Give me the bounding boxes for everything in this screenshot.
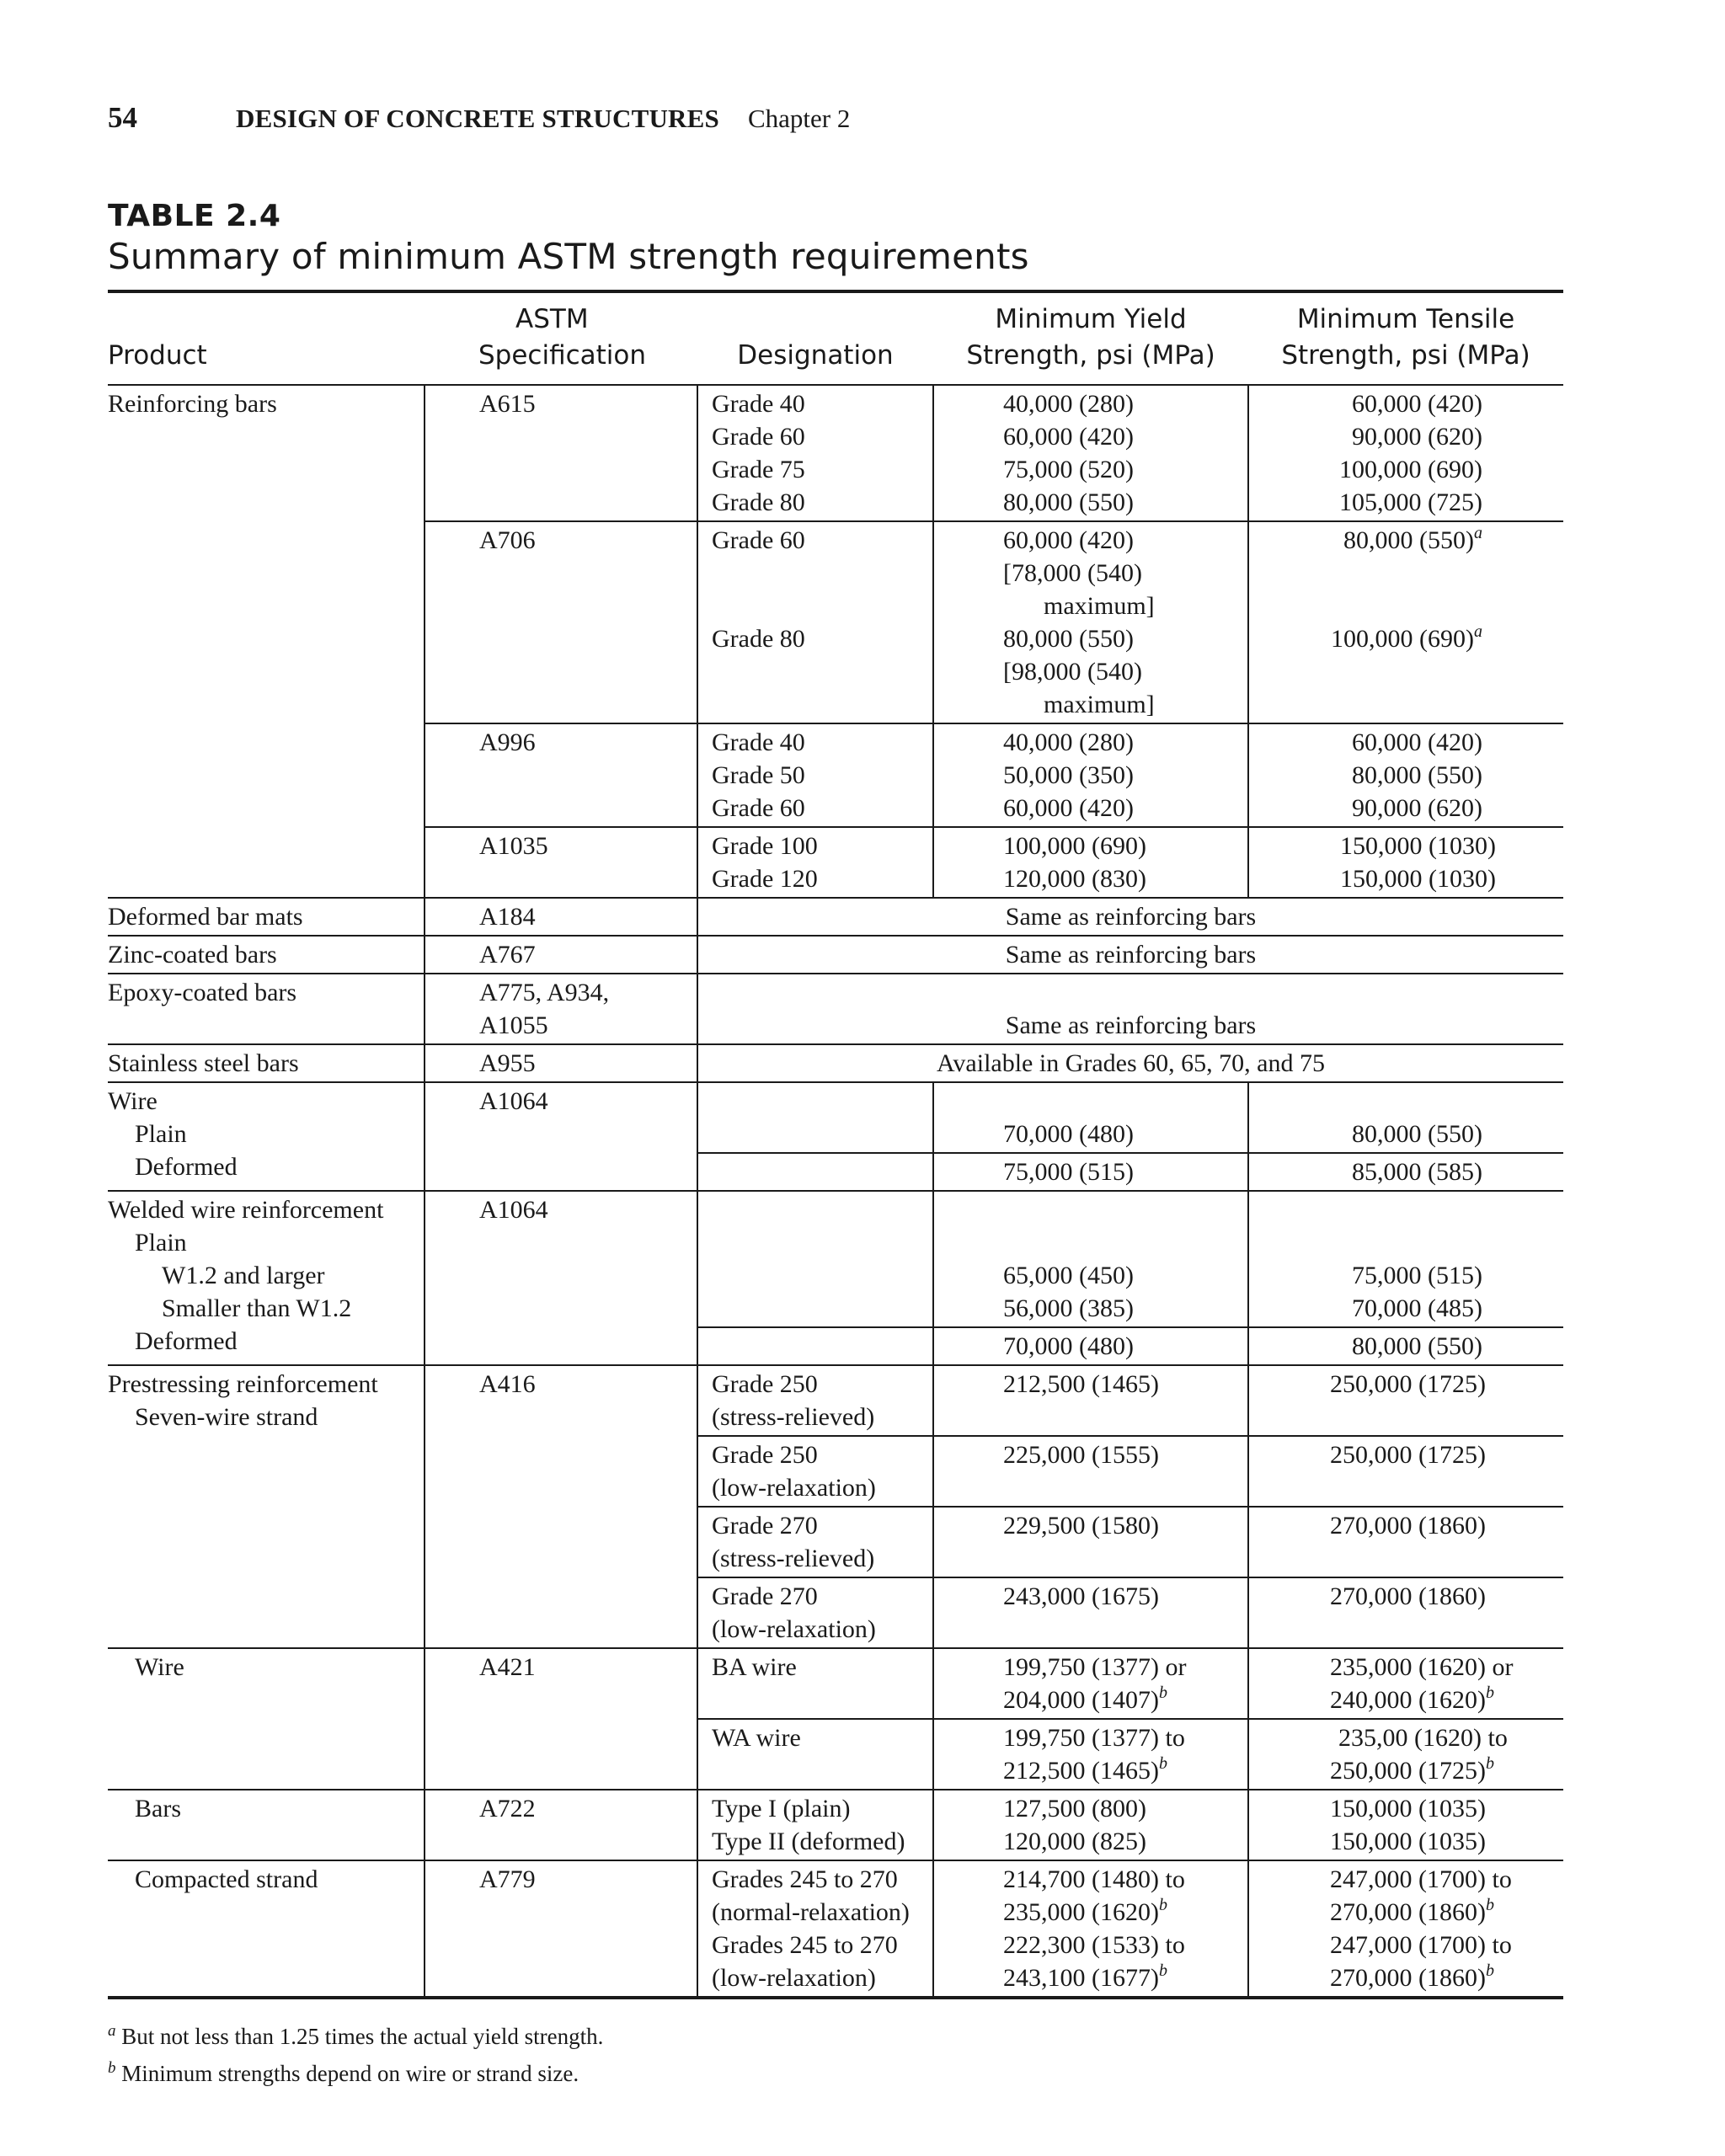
footnote-mark: b [1485,1896,1494,1914]
spec-cell: A1064 [425,1191,697,1365]
footnote-mark: a [1474,622,1482,641]
yield-cell: 75,000 (515) [933,1153,1248,1191]
tensile-cell [1248,1153,1563,1191]
footnote-mark: b [108,2059,116,2077]
span-note-cell: Same as reinforcing bars [697,898,1563,936]
yield-value: 204,000 (1407) [1003,1686,1159,1714]
tensile-cell [1248,1191,1563,1327]
yield-line: 60,000 (420) [1003,526,1134,554]
table-row [108,936,1563,974]
product-line: Prestressing reinforcement [108,1370,378,1398]
tensile-line: 75,000 (515) [1352,1262,1482,1289]
yield-cell [933,1860,1248,1998]
yield-cell [933,827,1248,898]
spec-cell: A706 [425,521,697,723]
yield-cell [933,521,1248,723]
yield-line: 100,000 (690) [1003,832,1146,860]
product-line: Wire [108,1087,158,1115]
yield-line: maximum] [1044,691,1155,718]
product-cell: Zinc-coated bars [108,936,425,974]
designation-line: Grade 60 [712,794,805,822]
designation-cell [697,1719,933,1790]
tensile-line [1330,1684,1563,1716]
yield-line: [98,000 (540) [1003,658,1142,686]
yield-cell: 225,000 (1555) [933,1436,1248,1507]
footnote-mark: b [1485,1961,1494,1980]
header-spec [425,291,697,385]
tensile-value: 270,000 (1860) [1330,1898,1486,1926]
tensile-cell: 250,000 (1725) [1248,1365,1563,1436]
yield-value: 212,500 (1465) [1003,1757,1159,1785]
table-row [108,974,1563,1044]
yield-line: 60,000 (420) [1003,794,1134,822]
spec-line: A1055 [479,1011,548,1039]
tensile-cell [1248,1327,1563,1365]
header-tensile [1248,291,1563,385]
book-title: DESIGN OF CONCRETE STRUCTURES [236,104,719,133]
header-spec-line1: ASTM [515,304,589,334]
designation-cell [697,1860,933,1998]
designation-cell [697,1153,933,1191]
tensile-line: 150,000 (1030) [1340,832,1496,860]
yield-line [1003,1754,1247,1787]
page-number: 54 [108,101,137,134]
yield-cell [933,1719,1248,1790]
yield-cell [933,1082,1248,1153]
footnote-text: Minimum strengths depend on wire or strand size. [121,2061,579,2086]
spec-line: A775, A934, [479,979,610,1006]
tensile-line: 235,000 (1620) or [1330,1653,1514,1681]
spec-cell [425,974,697,1044]
header-spec-line2: Specification [478,340,647,371]
designation-cell [697,385,933,521]
tensile-cell [1248,723,1563,827]
astm-strength-table [108,290,1563,1999]
yield-line: 199,750 (1377) or [1003,1653,1187,1681]
tensile-line: 60,000 (420) [1352,728,1482,756]
footnote-mark: b [1158,1684,1167,1702]
tensile-line: 90,000 (620) [1352,423,1482,451]
tensile-line [1330,1896,1563,1929]
tensile-line: 60,000 (420) [1352,390,1482,418]
yield-line: 80,000 (550) [1003,625,1134,653]
product-line: Smaller than W1.2 [162,1294,352,1322]
tensile-cell [1248,1790,1563,1860]
table-row [108,385,1563,521]
designation-line: (low-relaxation) [712,1474,876,1502]
yield-cell [933,1790,1248,1860]
designation-cell [697,1790,933,1860]
designation-line: (stress-relieved) [712,1403,875,1431]
tensile-line: 70,000 (485) [1352,1294,1482,1322]
footnote-mark: a [1474,524,1482,542]
footnote-mark: b [1485,1684,1494,1702]
yield-line [1003,1684,1247,1716]
tensile-cell: 270,000 (1860) [1248,1577,1563,1648]
spec-cell: A421 [425,1648,697,1790]
spec-cell: A1064 [425,1082,697,1191]
yield-line: 214,700 (1480) to [1003,1865,1185,1893]
spec-cell: A767 [425,936,697,974]
tensile-value: 240,000 (1620) [1330,1686,1486,1714]
span-note-cell: Same as reinforcing bars [697,936,1563,974]
designation-line: Grade 120 [712,865,818,893]
designation-line: Grade 75 [712,456,805,483]
footnote-a [108,2018,603,2055]
designation-line: Grade 270 [712,1582,818,1610]
table-row [108,1365,1563,1436]
product-cell [108,1860,425,1998]
tensile-value: 250,000 (1725) [1330,1757,1486,1785]
spec-cell: A996 [425,723,697,827]
footnotes [108,2018,603,2092]
header-tensile-line1: Minimum Tensile [1296,304,1515,334]
designation-line: Grade 50 [712,761,805,789]
designation-line: Grades 245 to 270 [712,1865,898,1893]
product-cell [108,1082,425,1191]
yield-line: maximum] [1044,592,1155,620]
tensile-line [1330,1961,1563,1994]
table-row [108,1044,1563,1082]
designation-line: Grades 245 to 270 [712,1931,898,1959]
designation-line: Grade 60 [712,526,805,554]
designation-line: Grade 100 [712,832,818,860]
tensile-cell: 250,000 (1725) [1248,1436,1563,1507]
header-designation: Designation [737,340,894,371]
yield-line: 120,000 (825) [1003,1828,1146,1855]
footnote-mark: b [1485,1754,1494,1773]
product-cell [108,1191,425,1365]
spec-cell: A955 [425,1044,697,1082]
tensile-line: 150,000 (1035) [1330,1828,1486,1855]
table-label: TABLE 2.4 [108,199,281,233]
designation-cell [697,1577,933,1648]
tensile-value: 100,000 (690) [1331,625,1474,653]
yield-cell [933,1191,1248,1327]
table-row [108,1082,1563,1153]
footnote-text: But not less than 1.25 times the actual yield strength. [121,2024,604,2049]
spec-cell: A184 [425,898,697,936]
tensile-line: 150,000 (1030) [1340,865,1496,893]
spec-cell: A1035 [425,827,697,898]
product-cell: Deformed bar mats [108,898,425,936]
product-line: Seven-wire strand [135,1403,318,1431]
tensile-line: 80,000 (550) [1352,1332,1482,1360]
yield-line: 40,000 (280) [1003,390,1134,418]
tensile-line [1249,622,1563,655]
yield-line: 65,000 (450) [1003,1262,1134,1289]
designation-cell [697,827,933,898]
footnote-mark: b [1158,1754,1167,1773]
designation-line: (low-relaxation) [712,1615,876,1643]
yield-value: 235,000 (1620) [1003,1898,1159,1926]
designation-cell [697,1191,933,1327]
tensile-cell: 270,000 (1860) [1248,1507,1563,1577]
header-tensile-line2: Strength, psi (MPa) [1281,340,1530,371]
table-row [108,1860,1563,1998]
designation-line: Grade 80 [712,488,805,516]
designation-line: Grade 40 [712,390,805,418]
designation-line: Type I (plain) [712,1795,851,1822]
yield-line: 127,500 (800) [1003,1795,1146,1822]
span-note-cell: Same as reinforcing bars [697,974,1563,1044]
spec-cell: A722 [425,1790,697,1860]
tensile-line: 235,00 (1620) to [1338,1724,1508,1752]
table-row [108,898,1563,936]
header-yield-line2: Strength, psi (MPa) [966,340,1215,371]
yield-line: 50,000 (350) [1003,761,1134,789]
product-cell [108,1648,425,1790]
tensile-cell [1248,1082,1563,1153]
yield-line: 60,000 (420) [1003,423,1134,451]
designation-line: Type II (deformed) [712,1828,905,1855]
designation-line: (normal-relaxation) [712,1898,910,1926]
running-head [108,101,850,143]
product-cell [108,1790,425,1860]
table-caption: Summary of minimum ASTM strength requirements [108,236,1029,277]
spec-cell: A779 [425,1860,697,1998]
tensile-line: 150,000 (1035) [1330,1795,1486,1822]
tensile-cell [1248,521,1563,723]
designation-line: WA wire [712,1724,801,1752]
designation-line: (low-relaxation) [712,1964,876,1992]
product-line: Welded wire reinforcement [108,1196,384,1224]
header-yield-line1: Minimum Yield [995,304,1187,334]
designation-line: Grade 40 [712,728,805,756]
yield-line: 40,000 (280) [1003,728,1134,756]
yield-line [1003,1896,1247,1929]
yield-line [1003,1961,1247,1994]
chapter-label: Chapter 2 [747,104,851,133]
product-line: Deformed [135,1153,238,1181]
designation-line: Grade 250 [712,1370,818,1398]
tensile-line: 80,000 (550) [1352,761,1482,789]
table-row [108,1191,1563,1327]
yield-cell [933,385,1248,521]
header-product: Product [108,340,207,371]
designation-line: Grade 250 [712,1441,818,1469]
designation-cell [697,1507,933,1577]
product-line: W1.2 and larger [162,1262,325,1289]
spec-cell: A615 [425,385,697,521]
designation-cell [697,723,933,827]
product-cell: Epoxy-coated bars [108,974,425,1044]
yield-cell: 212,500 (1465) [933,1365,1248,1436]
product-cell: Reinforcing bars [108,385,425,898]
yield-cell [933,1648,1248,1719]
tensile-line: 247,000 (1700) to [1330,1865,1512,1893]
yield-line: 70,000 (480) [1003,1120,1134,1148]
tensile-line [1330,1754,1563,1787]
product-cell [108,1365,425,1648]
designation-line: (stress-relieved) [712,1545,875,1572]
tensile-line: 247,000 (1700) to [1330,1931,1512,1959]
designation-cell [697,1082,933,1153]
tensile-line: 80,000 (550) [1352,1120,1482,1148]
designation-line: Grade 270 [712,1512,818,1540]
tensile-line: 85,000 (585) [1352,1158,1482,1186]
tensile-value: 270,000 (1860) [1330,1964,1486,1992]
designation-cell [697,521,933,723]
span-note-cell: Available in Grades 60, 65, 70, and 75 [697,1044,1563,1082]
yield-cell [933,723,1248,827]
designation-cell [697,1365,933,1436]
table-header-row [108,291,1563,385]
tensile-cell [1248,1860,1563,1998]
designation-line: Grade 60 [712,423,805,451]
yield-line: 222,300 (1533) to [1003,1931,1185,1959]
product-line: Deformed [135,1327,238,1355]
product-line: Plain [135,1120,187,1148]
yield-cell: 229,500 (1580) [933,1507,1248,1577]
yield-line: 199,750 (1377) to [1003,1724,1185,1752]
header-yield [933,291,1248,385]
yield-line: 75,000 (520) [1003,456,1134,483]
yield-line: 120,000 (830) [1003,865,1146,893]
tensile-line: 90,000 (620) [1352,794,1482,822]
tensile-cell [1248,385,1563,521]
product-cell: Stainless steel bars [108,1044,425,1082]
designation-line: BA wire [712,1653,797,1681]
tensile-cell [1248,827,1563,898]
product-line: Bars [135,1795,181,1822]
footnote-mark: b [1158,1961,1167,1980]
product-line: Compacted strand [135,1865,318,1893]
tensile-value: 80,000 (550) [1343,526,1474,554]
spec-cell: A416 [425,1365,697,1648]
designation-line: Grade 80 [712,625,805,653]
footnote-mark: a [108,2022,116,2040]
yield-line: [78,000 (540) [1003,559,1142,587]
designation-cell [697,1436,933,1507]
yield-line: 80,000 (550) [1003,488,1134,516]
table-row [108,1648,1563,1719]
yield-line: 56,000 (385) [1003,1294,1134,1322]
designation-cell [697,1327,933,1365]
yield-value: 243,100 (1677) [1003,1964,1159,1992]
product-line: Wire [135,1653,184,1681]
tensile-cell [1248,1648,1563,1719]
tensile-line: 105,000 (725) [1339,488,1482,516]
tensile-line [1249,524,1563,557]
yield-cell: 243,000 (1675) [933,1577,1248,1648]
table-row [108,1790,1563,1860]
tensile-line: 100,000 (690) [1339,456,1482,483]
yield-cell: 70,000 (480) [933,1327,1248,1365]
designation-cell [697,1648,933,1719]
product-line: Plain [135,1229,187,1257]
footnote-mark: b [1158,1896,1167,1914]
tensile-cell [1248,1719,1563,1790]
footnote-b [108,2055,603,2092]
